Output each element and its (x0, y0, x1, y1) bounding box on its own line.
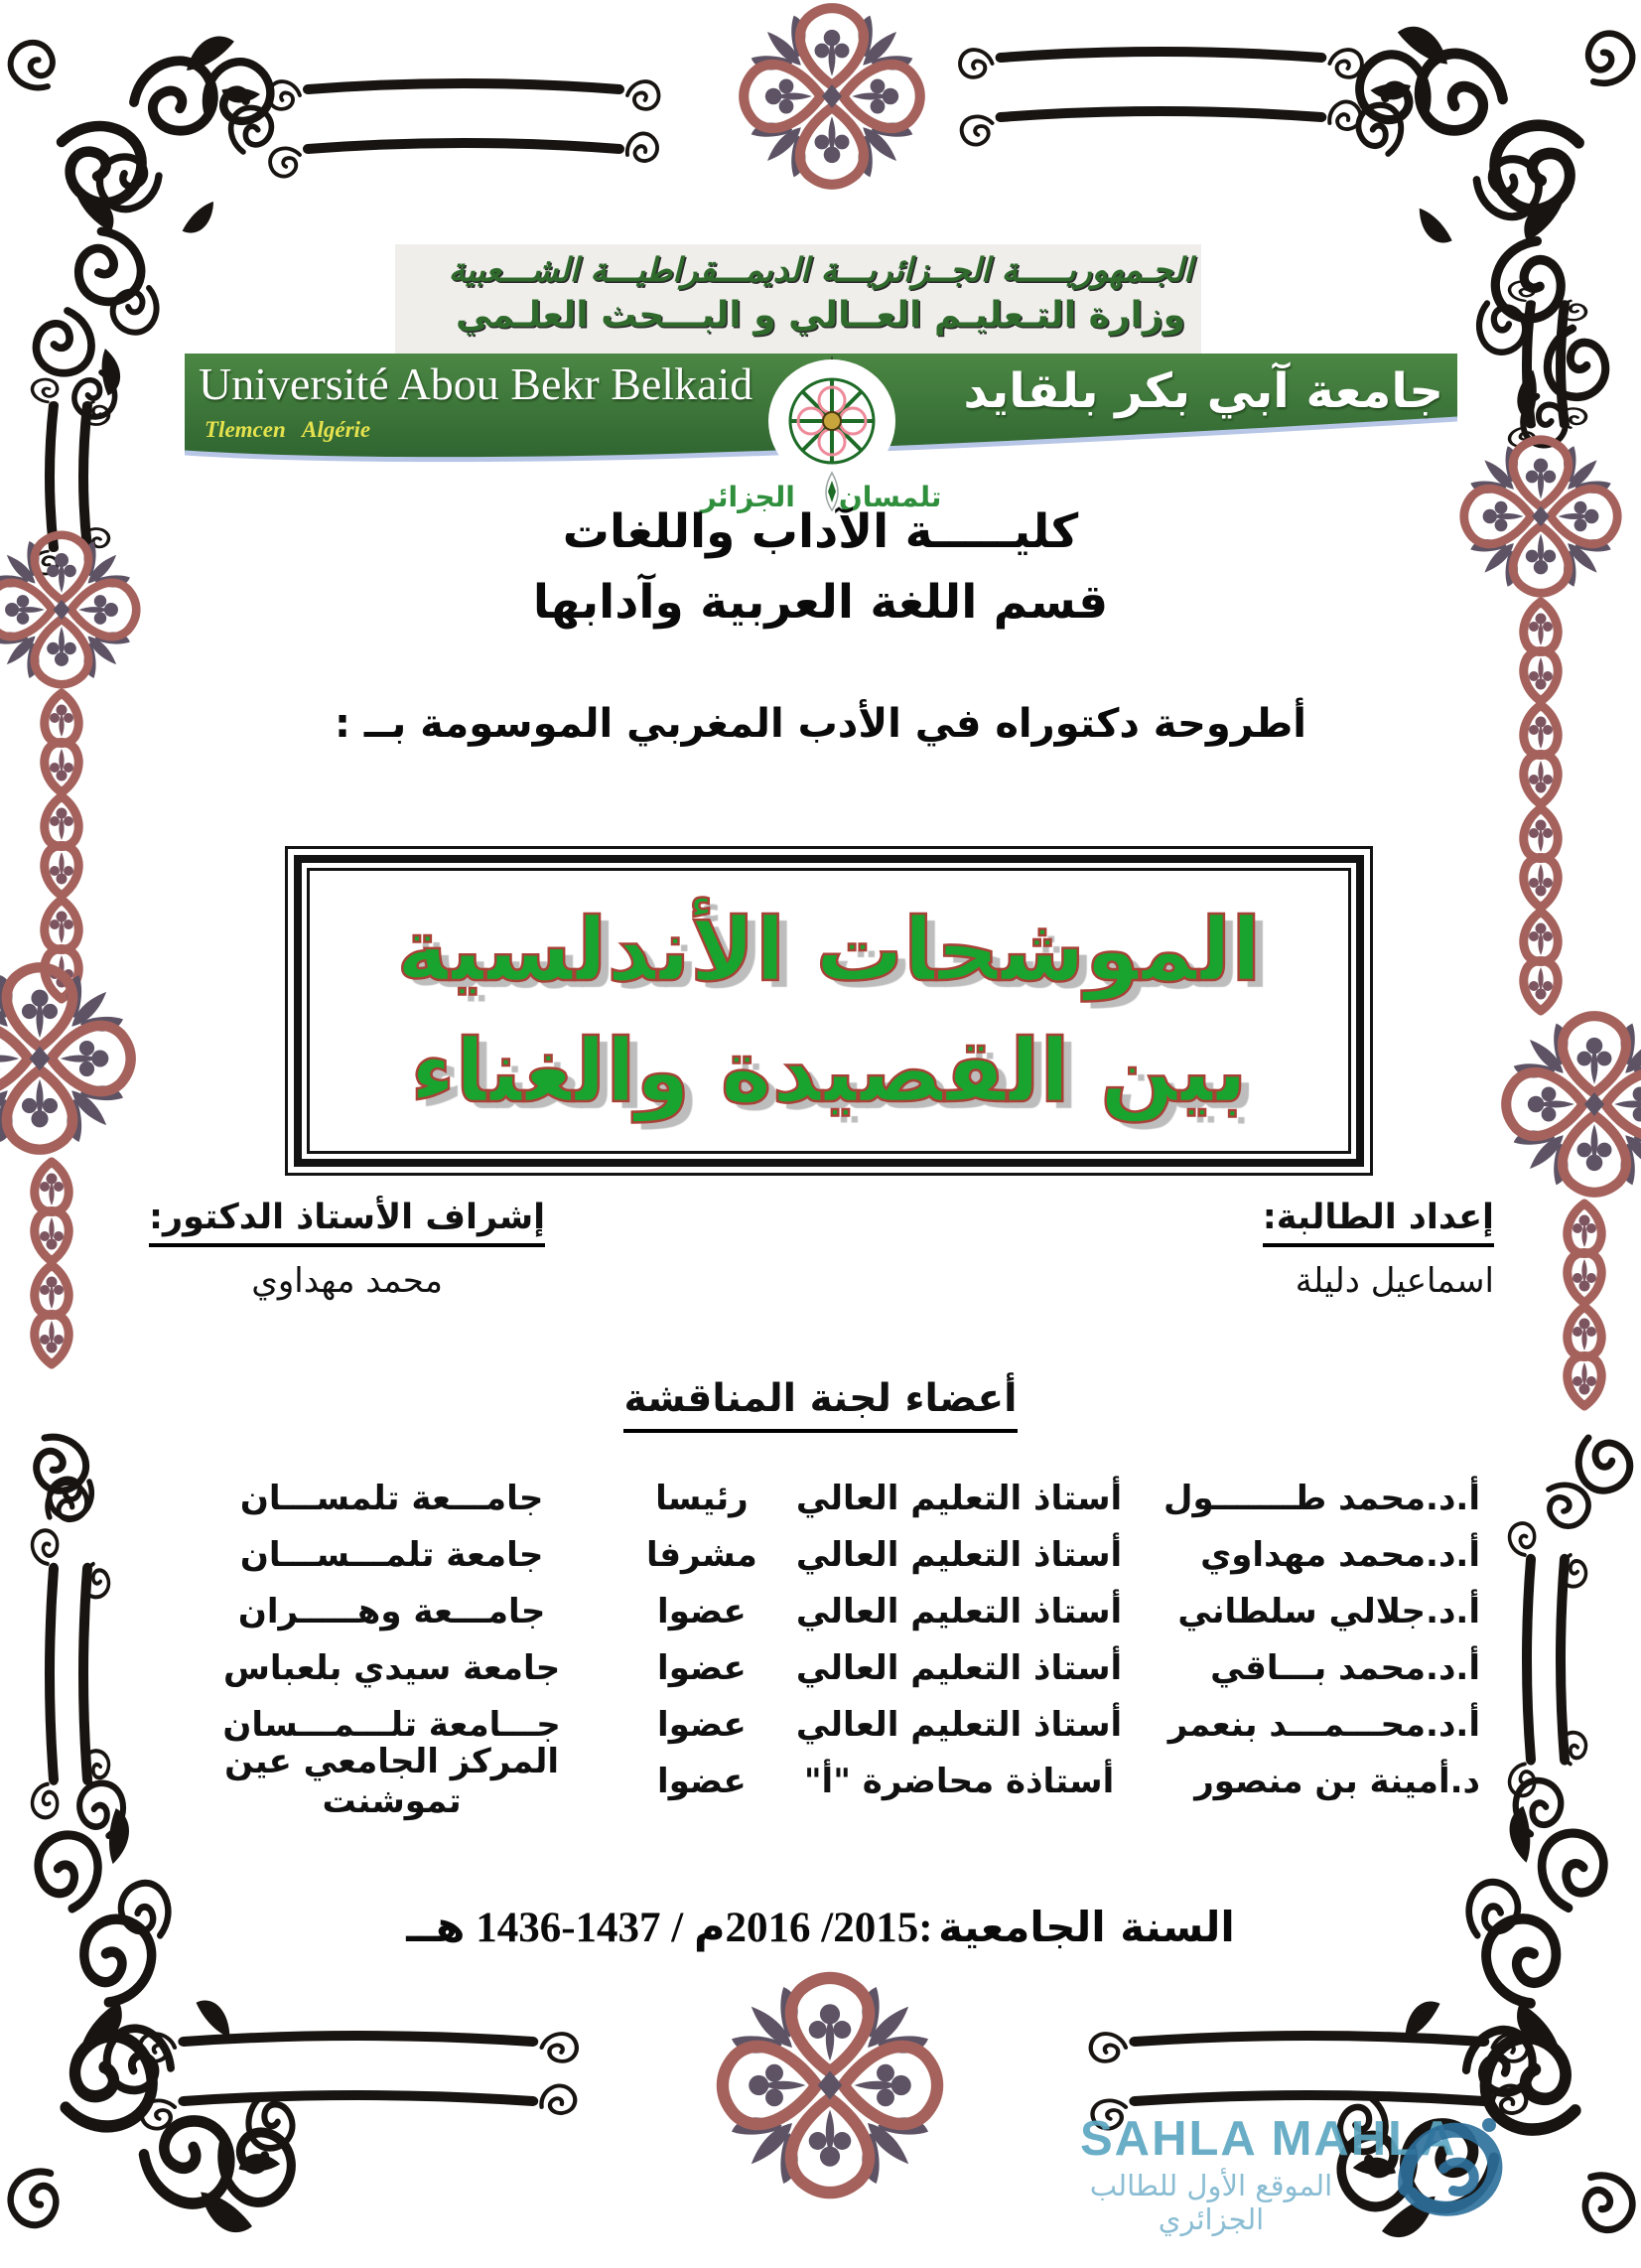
supervisor-label: إشراف الأستاذ الدكتور: (149, 1198, 545, 1247)
member-university: جامـــعة وهـــــران (237, 1591, 546, 1631)
committee-row (161, 1526, 1480, 1583)
department-name: قسم اللغة العربية وآدابها (532, 575, 1109, 630)
committee-row (161, 1639, 1480, 1696)
watermark-brand: SAHLA MAHLA (1080, 2112, 1457, 2166)
thesis-title-box (285, 846, 1373, 1176)
member-university: المركز الجامعي عين تموشنت (224, 1741, 560, 1821)
ministry-line: وزارة التـعليـم العــالي و البـــحث العلـمي (455, 295, 1186, 336)
member-university: جـــامعة تلـــمـــسان (222, 1704, 561, 1745)
watermark-logo-icon (1392, 2103, 1511, 2232)
member-role: عضوا (657, 1761, 747, 1801)
committee-heading-text: أعضاء لجنة المناقشة (623, 1376, 1017, 1433)
watermark-tagline: الموقع الأول للطالب الجزائري (1089, 2169, 1333, 2236)
city-arabic: تلمسان (838, 481, 942, 513)
country-arabic: الجزائر (700, 481, 795, 513)
member-rank: أستاذ التعليم العالي (795, 1591, 1123, 1631)
academic-year-line (0, 1903, 1641, 1952)
university-name-french: Université Abou Bekr Belkaid (199, 358, 753, 409)
top-center-flower-ornament (744, 8, 920, 185)
thesis-title-line-1: الموشحات الأندلسية (396, 899, 1262, 1001)
member-university: جامعة تلمـــســـان (239, 1534, 544, 1575)
member-name: أ.د.محمد مهداوي (1200, 1534, 1480, 1575)
committee-heading (0, 1376, 1641, 1433)
top-rail-left-ornament (266, 81, 662, 181)
committee-row (161, 1583, 1480, 1639)
member-name: أ.د.محمد طـــــــول (1163, 1478, 1480, 1518)
student-block (1263, 1198, 1494, 1301)
member-role: رئيسا (655, 1478, 749, 1518)
student-name: اسماعيل دليلة (1295, 1261, 1494, 1301)
academic-year-label: السنة الجامعية (938, 1903, 1235, 1951)
member-name: د.أمينة بن منصور (1194, 1761, 1480, 1801)
committee-table (161, 1470, 1480, 1821)
member-name: أ.د.محـــمـــد بنعمر (1167, 1704, 1480, 1745)
member-name: أ.د.جلالي سلطاني (1177, 1591, 1480, 1631)
republic-line: الجـمهوريـــــة الجــزائريـــة الديمـــقراطيـــة الشـــعبية (448, 250, 1193, 289)
member-rank: أستاذ التعليم العالي (795, 1478, 1123, 1518)
committee-row (161, 1470, 1480, 1526)
member-rank: أستاذ التعليم العالي (795, 1534, 1123, 1575)
thesis-title-box-content (307, 868, 1351, 1154)
thesis-title-box-inner-frame (294, 855, 1364, 1167)
member-role: مشرفا (645, 1534, 757, 1575)
supervisor-name: محمد مهداوي (251, 1261, 443, 1301)
member-university: جامـــعة تلمســـان (239, 1478, 544, 1518)
academic-year-value: :2015/ 2016م / 1437-1436 هــ (406, 1905, 933, 1951)
thesis-intro-line: أطروحة دكتوراه في الأدب المغربي الموسومة بــ : (334, 701, 1307, 747)
top-rail-right-ornament (957, 50, 1365, 149)
member-name: أ.د.محمد بـــاقي (1210, 1647, 1480, 1688)
member-role: عضوا (657, 1591, 747, 1631)
member-university: جامعة سيدي بلعباس (222, 1647, 561, 1688)
faculty-block (0, 504, 1641, 630)
university-banner (185, 354, 1457, 528)
student-label: إعداد الطالبة: (1263, 1198, 1494, 1247)
member-role: عضوا (657, 1704, 747, 1745)
supervisor-block (149, 1198, 545, 1301)
people-row (149, 1198, 1494, 1301)
university-name-arabic: جامعة آبي بكر بلقايد (963, 363, 1443, 419)
member-rank: أستاذة محاضرة "أ" (803, 1761, 1115, 1801)
thesis-title-line-2: بين القصيدة والغناء (410, 1020, 1248, 1122)
government-header (0, 250, 1641, 336)
member-rank: أستاذ التعليم العالي (795, 1647, 1123, 1688)
bottom-center-flower-ornament (723, 1978, 937, 2193)
committee-row (161, 1741, 1480, 1821)
faculty-name: كليـــــة الآداب واللغات (562, 504, 1079, 559)
university-location-french: Tlemcen Algérie (205, 417, 371, 442)
bottom-left-corner-ornament (2, 1777, 304, 2238)
member-role: عضوا (657, 1647, 747, 1688)
member-rank: أستاذ التعليم العالي (795, 1704, 1123, 1745)
